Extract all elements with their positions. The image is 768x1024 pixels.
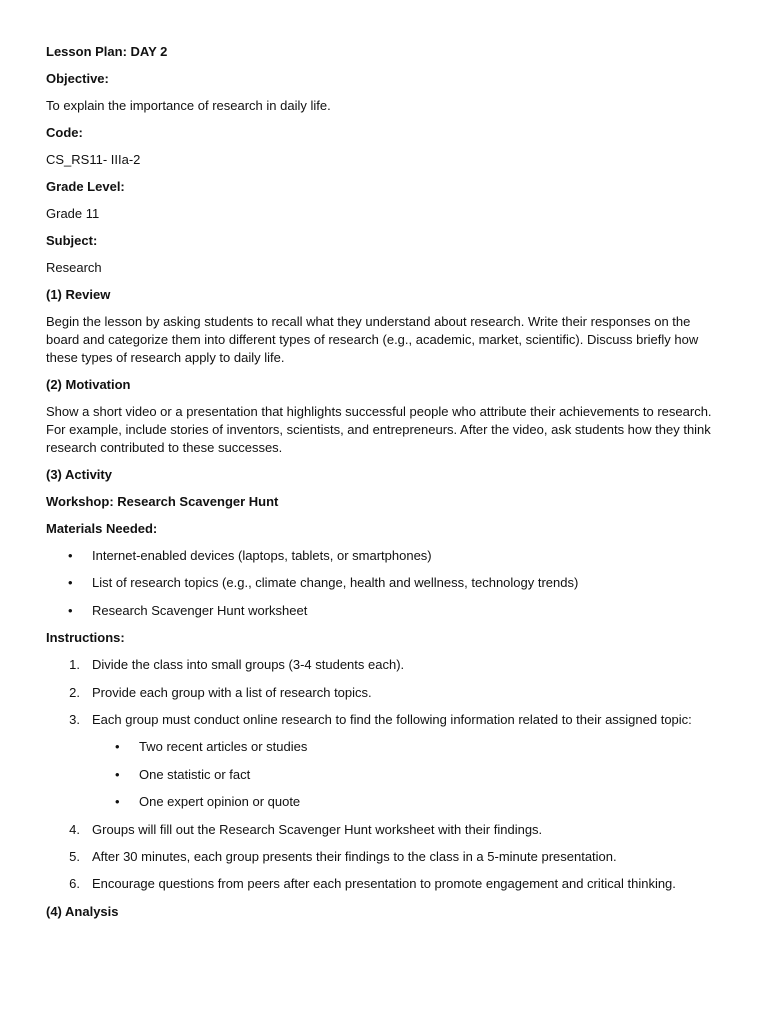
list-item bbox=[46, 602, 722, 620]
list-item-text: Divide the class into small groups (3-4 students each). bbox=[92, 657, 405, 673]
list-item-text: After 30 minutes, each group presents their findings to the class in a 5-minute presentation. bbox=[92, 848, 617, 864]
sub-list-item bbox=[46, 766, 722, 784]
review-paragraph bbox=[46, 313, 722, 367]
motivation-line: Show a short video or a presentation that highlights successful people who attribute their achievements to research. bbox=[46, 404, 712, 419]
review-line: Begin the lesson by asking students to recall what they understand about research. Write their responses on the bbox=[46, 314, 691, 329]
review-line: board and categorize them into different types of research (e.g., academic, market, scientific). Discuss briefly how bbox=[46, 332, 699, 347]
list-number: 3. bbox=[69, 711, 80, 727]
bullet-mark: • bbox=[115, 739, 120, 755]
motivation-heading: (2) Motivation bbox=[46, 377, 131, 392]
grade-level-heading: Grade Level: bbox=[46, 179, 125, 194]
list-item bbox=[46, 821, 722, 839]
objective-heading: Objective: bbox=[46, 71, 109, 86]
subject-text: Research bbox=[46, 260, 102, 275]
list-item bbox=[46, 656, 722, 674]
list-item-text: List of research topics (e.g., climate change, health and wellness, technology trends) bbox=[92, 575, 579, 591]
bullet-mark: • bbox=[68, 548, 73, 563]
activity-heading: (3) Activity bbox=[46, 467, 112, 482]
grade-level-text: Grade 11 bbox=[46, 206, 100, 221]
list-item bbox=[46, 848, 722, 866]
motivation-line: research contributed to these successes. bbox=[46, 440, 283, 455]
analysis-heading: (4) Analysis bbox=[46, 903, 119, 919]
instructions-heading: Instructions: bbox=[46, 630, 125, 646]
motivation-line: For example, include stories of inventors, scientists, and entrepreneurs. After the video, ask students how they think bbox=[46, 422, 711, 437]
list-item-text: Research Scavenger Hunt worksheet bbox=[92, 602, 308, 618]
list-number: 6. bbox=[69, 876, 80, 892]
subject-heading: Subject: bbox=[46, 233, 98, 248]
instructions-list bbox=[46, 656, 722, 893]
list-number: 2. bbox=[69, 684, 80, 700]
motivation-paragraph bbox=[46, 403, 722, 457]
list-item-text: Each group must conduct online research to find the following information related to their assigned topic: bbox=[92, 711, 692, 727]
list-item bbox=[46, 574, 722, 592]
bullet-mark: • bbox=[115, 766, 120, 782]
objective-text: To explain the importance of research in daily life. bbox=[46, 98, 331, 113]
materials-heading: Materials Needed: bbox=[46, 521, 158, 536]
code-heading: Code: bbox=[46, 125, 83, 140]
lesson-title: Lesson Plan: DAY 2 bbox=[46, 44, 168, 59]
materials-list bbox=[46, 547, 722, 620]
list-item-text: Encourage questions from peers after each presentation to promote engagement and critical thinking. bbox=[92, 876, 676, 892]
bullet-mark: • bbox=[115, 794, 120, 810]
list-number: 4. bbox=[69, 821, 80, 837]
list-item-text: Two recent articles or studies bbox=[139, 739, 308, 755]
list-item-text: Groups will fill out the Research Scavenger Hunt worksheet with their findings. bbox=[92, 821, 543, 837]
code-text: CS_RS11- IIIa-2 bbox=[46, 152, 141, 167]
list-number: 1. bbox=[69, 657, 80, 673]
review-heading: (1) Review bbox=[46, 287, 111, 302]
list-item bbox=[46, 547, 722, 565]
bullet-mark: • bbox=[68, 602, 73, 618]
list-item-text: Provide each group with a list of research topics. bbox=[92, 684, 372, 700]
list-item-text: One statistic or fact bbox=[139, 766, 251, 782]
list-item bbox=[46, 684, 722, 702]
list-item-text: Internet-enabled devices (laptops, tablets, or smartphones) bbox=[92, 548, 432, 563]
workshop-title: Workshop: Research Scavenger Hunt bbox=[46, 494, 279, 509]
sub-list-item bbox=[46, 793, 722, 811]
review-line: these types of research apply to daily life. bbox=[46, 350, 285, 365]
list-item bbox=[46, 711, 722, 729]
list-item-text: One expert opinion or quote bbox=[139, 794, 301, 810]
list-number: 5. bbox=[69, 848, 80, 864]
bullet-mark: • bbox=[68, 575, 73, 591]
list-item bbox=[46, 875, 722, 893]
sub-list-item bbox=[46, 738, 722, 756]
